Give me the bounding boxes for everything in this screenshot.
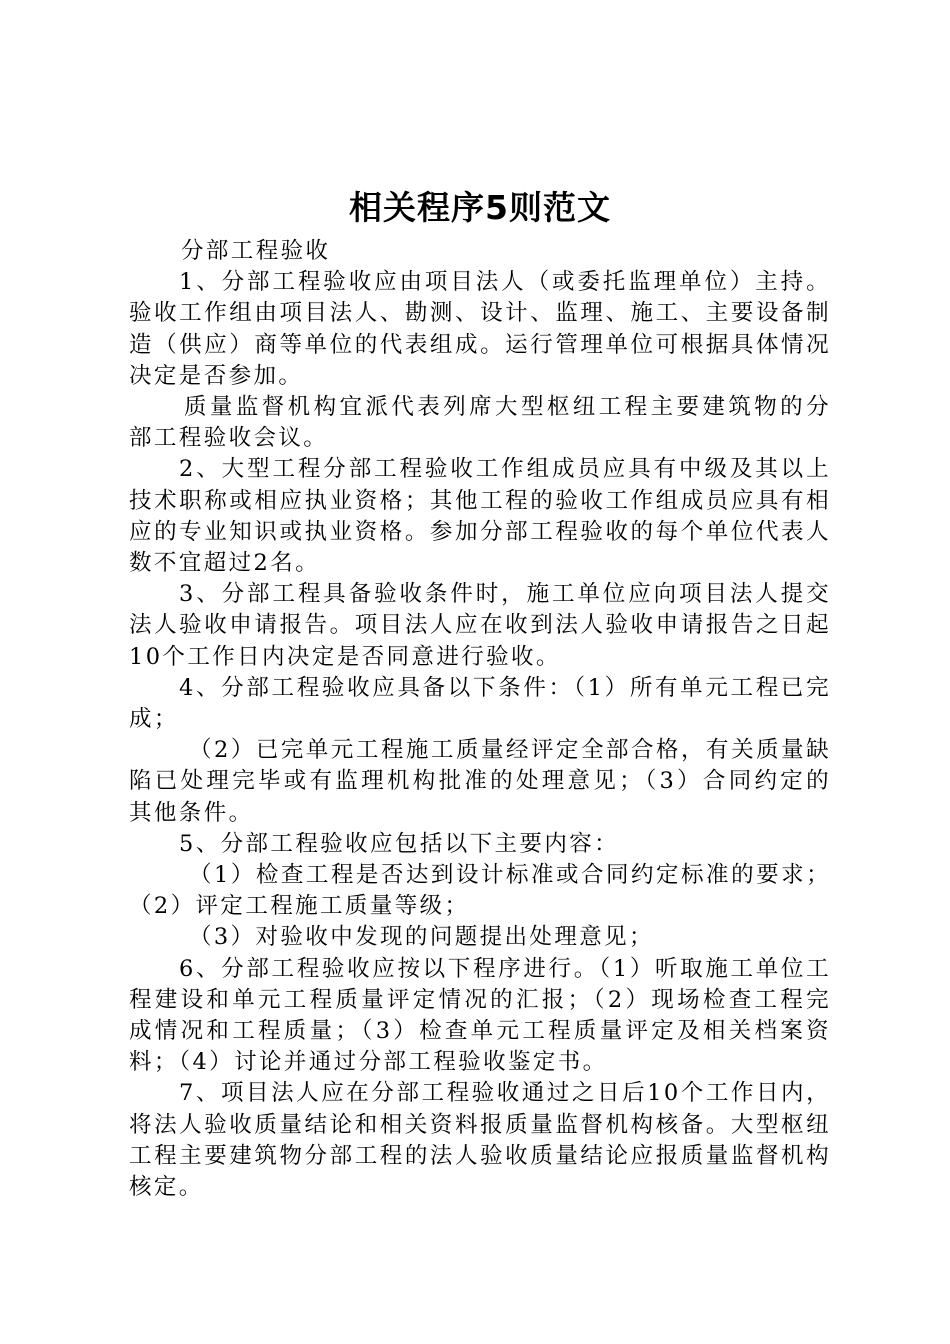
paragraph-1: 1、分部工程验收应由项目法人（或委托监理单位）主持。验收工作组由项目法人、勘测、设计、监理、施工、主要设备制造（供应）商等单位的代表组成。运行管理单位可根据具体情况决定是否参加。 <box>129 269 831 389</box>
paragraph-3: 2、大型工程分部工程验收工作组成员应具有中级及其以上技术职称或相应执业资格；其他工程的验收工作组成员应具有相应的专业知识或执业资格。参加分部工程验收的每个单位代表人数不宜超过2名。 <box>129 456 831 577</box>
paragraph-4: 3、分部工程具备验收条件时，施工单位应向项目法人提交法人验收申请报告。项目法人应在收到法人验收申请报告之日起10个工作日内决定是否同意进行验收。 <box>129 581 831 670</box>
paragraph-9: （3）对验收中发现的问题提出处理意见； <box>189 924 654 951</box>
paragraph-6: （2）已完单元工程施工质量经评定全部合格，有关质量缺陷已处理完毕或有监理机构批准的处理意见；（3）合同约定的其他条件。 <box>129 737 831 826</box>
paragraph-5: 4、分部工程验收应具备以下条件：（1）所有单元工程已完成； <box>129 674 831 733</box>
paragraph-10: 6、分部工程验收应按以下程序进行。（1）听取施工单位工程建设和单元工程质量评定情况的汇报；（2）现场检查工程完成情况和工程质量；（3）检查单元工程质量评定及相关档案资料；（4）讨论并通过分部工程验收鉴定书。 <box>129 955 831 1076</box>
paragraph-2: 质量监督机构宜派代表列席大型枢纽工程主要建筑物的分部工程验收会议。 <box>129 394 831 452</box>
paragraph-11: 7、项目法人应在分部工程验收通过之日后10个工作日内，将法人验收质量结论和相关资料报质量监督机构核备。大型枢纽工程主要建筑物分部工程的法人验收质量结论应报质量监督机构核定。 <box>129 1080 831 1201</box>
paragraph-8: （1）检查工程是否达到设计标准或合同约定标准的要求；（2）评定工程施工质量等级； <box>129 862 831 920</box>
section-heading: 分部工程验收 <box>181 238 331 264</box>
document-title: 相关程序5则范文 <box>349 188 611 227</box>
document-body <box>129 180 831 1203</box>
paragraph-7: 5、分部工程验收应包括以下主要内容： <box>179 830 620 857</box>
